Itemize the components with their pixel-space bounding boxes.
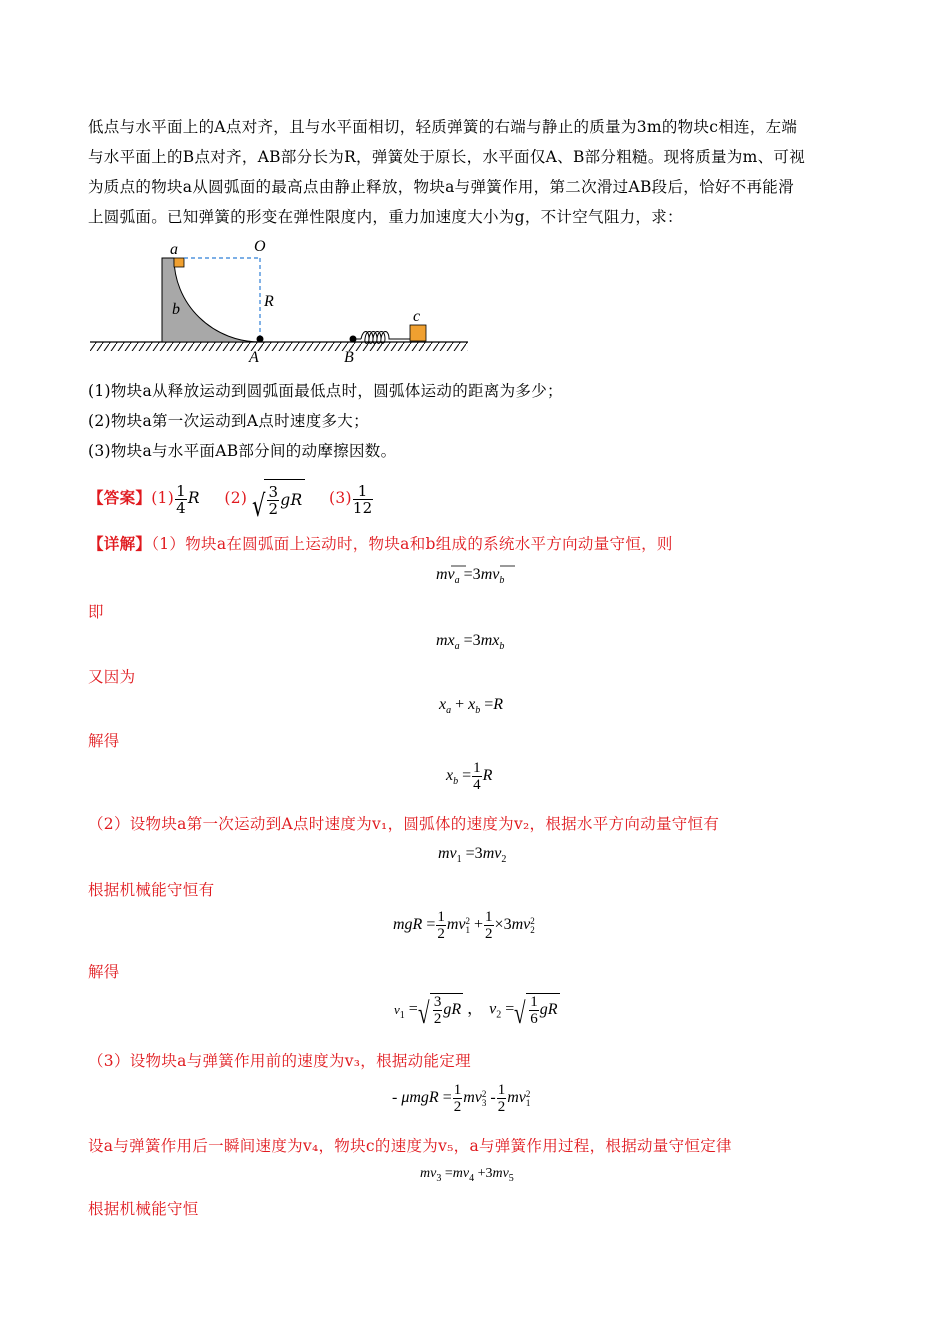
solution-step-1	[88, 529, 868, 559]
answer-part-2-tail: gR	[280, 490, 303, 509]
equation-velocities: $v_1$ = √ $\frac{3}{2}$ gR ， $v_2$ = √ $\frac{1}{6}$ gR	[394, 994, 558, 1030]
label-b-block: b	[172, 301, 180, 318]
equation-momentum-avg: $mv_a =3mv_b$	[436, 566, 505, 586]
answer-part-1-fraction	[175, 483, 187, 516]
label-r: R	[264, 293, 274, 310]
answer-part-3-label: (3)	[328, 489, 352, 507]
label-point-a: A	[249, 349, 259, 366]
question-3: (3)物块a与水平面AB部分间的动摩擦因数。	[88, 442, 397, 460]
equation-energy: mgR = $\frac{1}{2}$ mv2 1 + $\frac{1}{2}$ ×3mv2 2	[393, 909, 535, 942]
answer-part-1-num: 1	[176, 481, 186, 500]
label-jiede-1: 解得	[88, 732, 120, 750]
answer-part-3-fraction	[353, 483, 373, 516]
answer-part-1-label: (1)	[151, 489, 175, 507]
solution-step-3: （3）设物块a与弹簧作用前的速度为v₃，根据动能定理	[88, 1052, 471, 1070]
label-c: c	[413, 308, 421, 325]
equation-xb: $x_b$ = $\frac{1}{4}$ R	[446, 760, 493, 793]
problem-line-3: 为质点的物块a从圆弧面的最高点由静止释放，物块a与弹簧作用，第二次滑过AB段后，恰好不再能滑	[88, 178, 794, 196]
label-a: a	[170, 241, 178, 258]
label-o: O	[254, 238, 266, 255]
equation-sum: $x_a + x_b =R$	[439, 696, 504, 716]
equation-overbars	[436, 564, 526, 570]
label-energy: 根据机械能守恒有	[88, 881, 215, 899]
solution-tag: 【详解】	[88, 534, 152, 553]
solution-step-1-text: （1）物块a在圆弧面上运动时，物块a和b组成的系统水平方向动量守恒，则	[151, 535, 673, 553]
question-1: (1)物块a从释放运动到圆弧面最低点时，圆弧体运动的距离为多少；	[88, 382, 563, 400]
label-point-b: B	[344, 349, 354, 366]
label-youyinwei: 又因为	[88, 668, 136, 686]
answer-part-2-num: 3	[268, 483, 279, 501]
answer-part-2-den: 2	[268, 500, 279, 518]
equation-displacement: $mx_a =3mx_b$	[436, 632, 505, 652]
answer-part-2-label: (2)	[224, 489, 248, 507]
answer-part-1-tail: R	[187, 489, 200, 507]
label-energy-2: 根据机械能守恒	[88, 1200, 199, 1218]
answer-line	[88, 478, 868, 524]
point-a	[257, 336, 264, 343]
ground-hatch	[90, 342, 468, 351]
question-2: (2)物块a第一次运动到A点时速度多大；	[88, 412, 369, 430]
answer-part-1-den: 4	[176, 498, 186, 517]
answer-part-3-den: 12	[352, 498, 373, 517]
solution-step-4: 设a与弹簧作用后一瞬间速度为v₄，物块c的速度为v₅，a与弹簧作用过程，根据动量守恒定律	[88, 1137, 732, 1155]
answer-part-3-num: 1	[353, 483, 373, 500]
equation-work-energy: - μmgR = $\frac{1}{2}$ mv2 3 - $\frac{1}{2}$ mv2 1	[392, 1082, 531, 1115]
solution-step-2: （2）设物块a第一次运动到A点时速度为v₁，圆弧体的速度为v₂，根据水平方向动量守恒有	[88, 815, 720, 833]
problem-line-1: 低点与水平面上的A点对齐，且与水平面相切，轻质弹簧的右端与静止的质量为3m的物块c相连，左端	[88, 118, 798, 136]
problem-line-4: 上圆弧面。已知弹簧的形变在弹性限度内，重力加速度大小为g，不计空气阻力，求：	[88, 208, 683, 226]
label-jiede-2: 解得	[88, 963, 120, 981]
problem-line-2: 与水平面上的B点对齐，AB部分长为R，弹簧处于原长，水平面仅A、B部分粗糙。现将质量为m、可视	[88, 148, 806, 166]
label-ji: 即	[88, 603, 104, 621]
arc-block-b	[162, 258, 260, 342]
answer-part-2-sqrt: √ $\frac{3}{2}$ gR	[252, 479, 304, 520]
block-c	[410, 325, 426, 341]
equation-momentum-v1v2: $mv_1 =3mv_2$	[438, 845, 507, 865]
physics-figure	[88, 234, 478, 374]
answer-tag: 【答案】	[88, 488, 152, 507]
equation-momentum-v3v4v5: $mv_3 =mv_4 +3mv_5$	[420, 1166, 514, 1184]
block-a	[174, 258, 184, 267]
